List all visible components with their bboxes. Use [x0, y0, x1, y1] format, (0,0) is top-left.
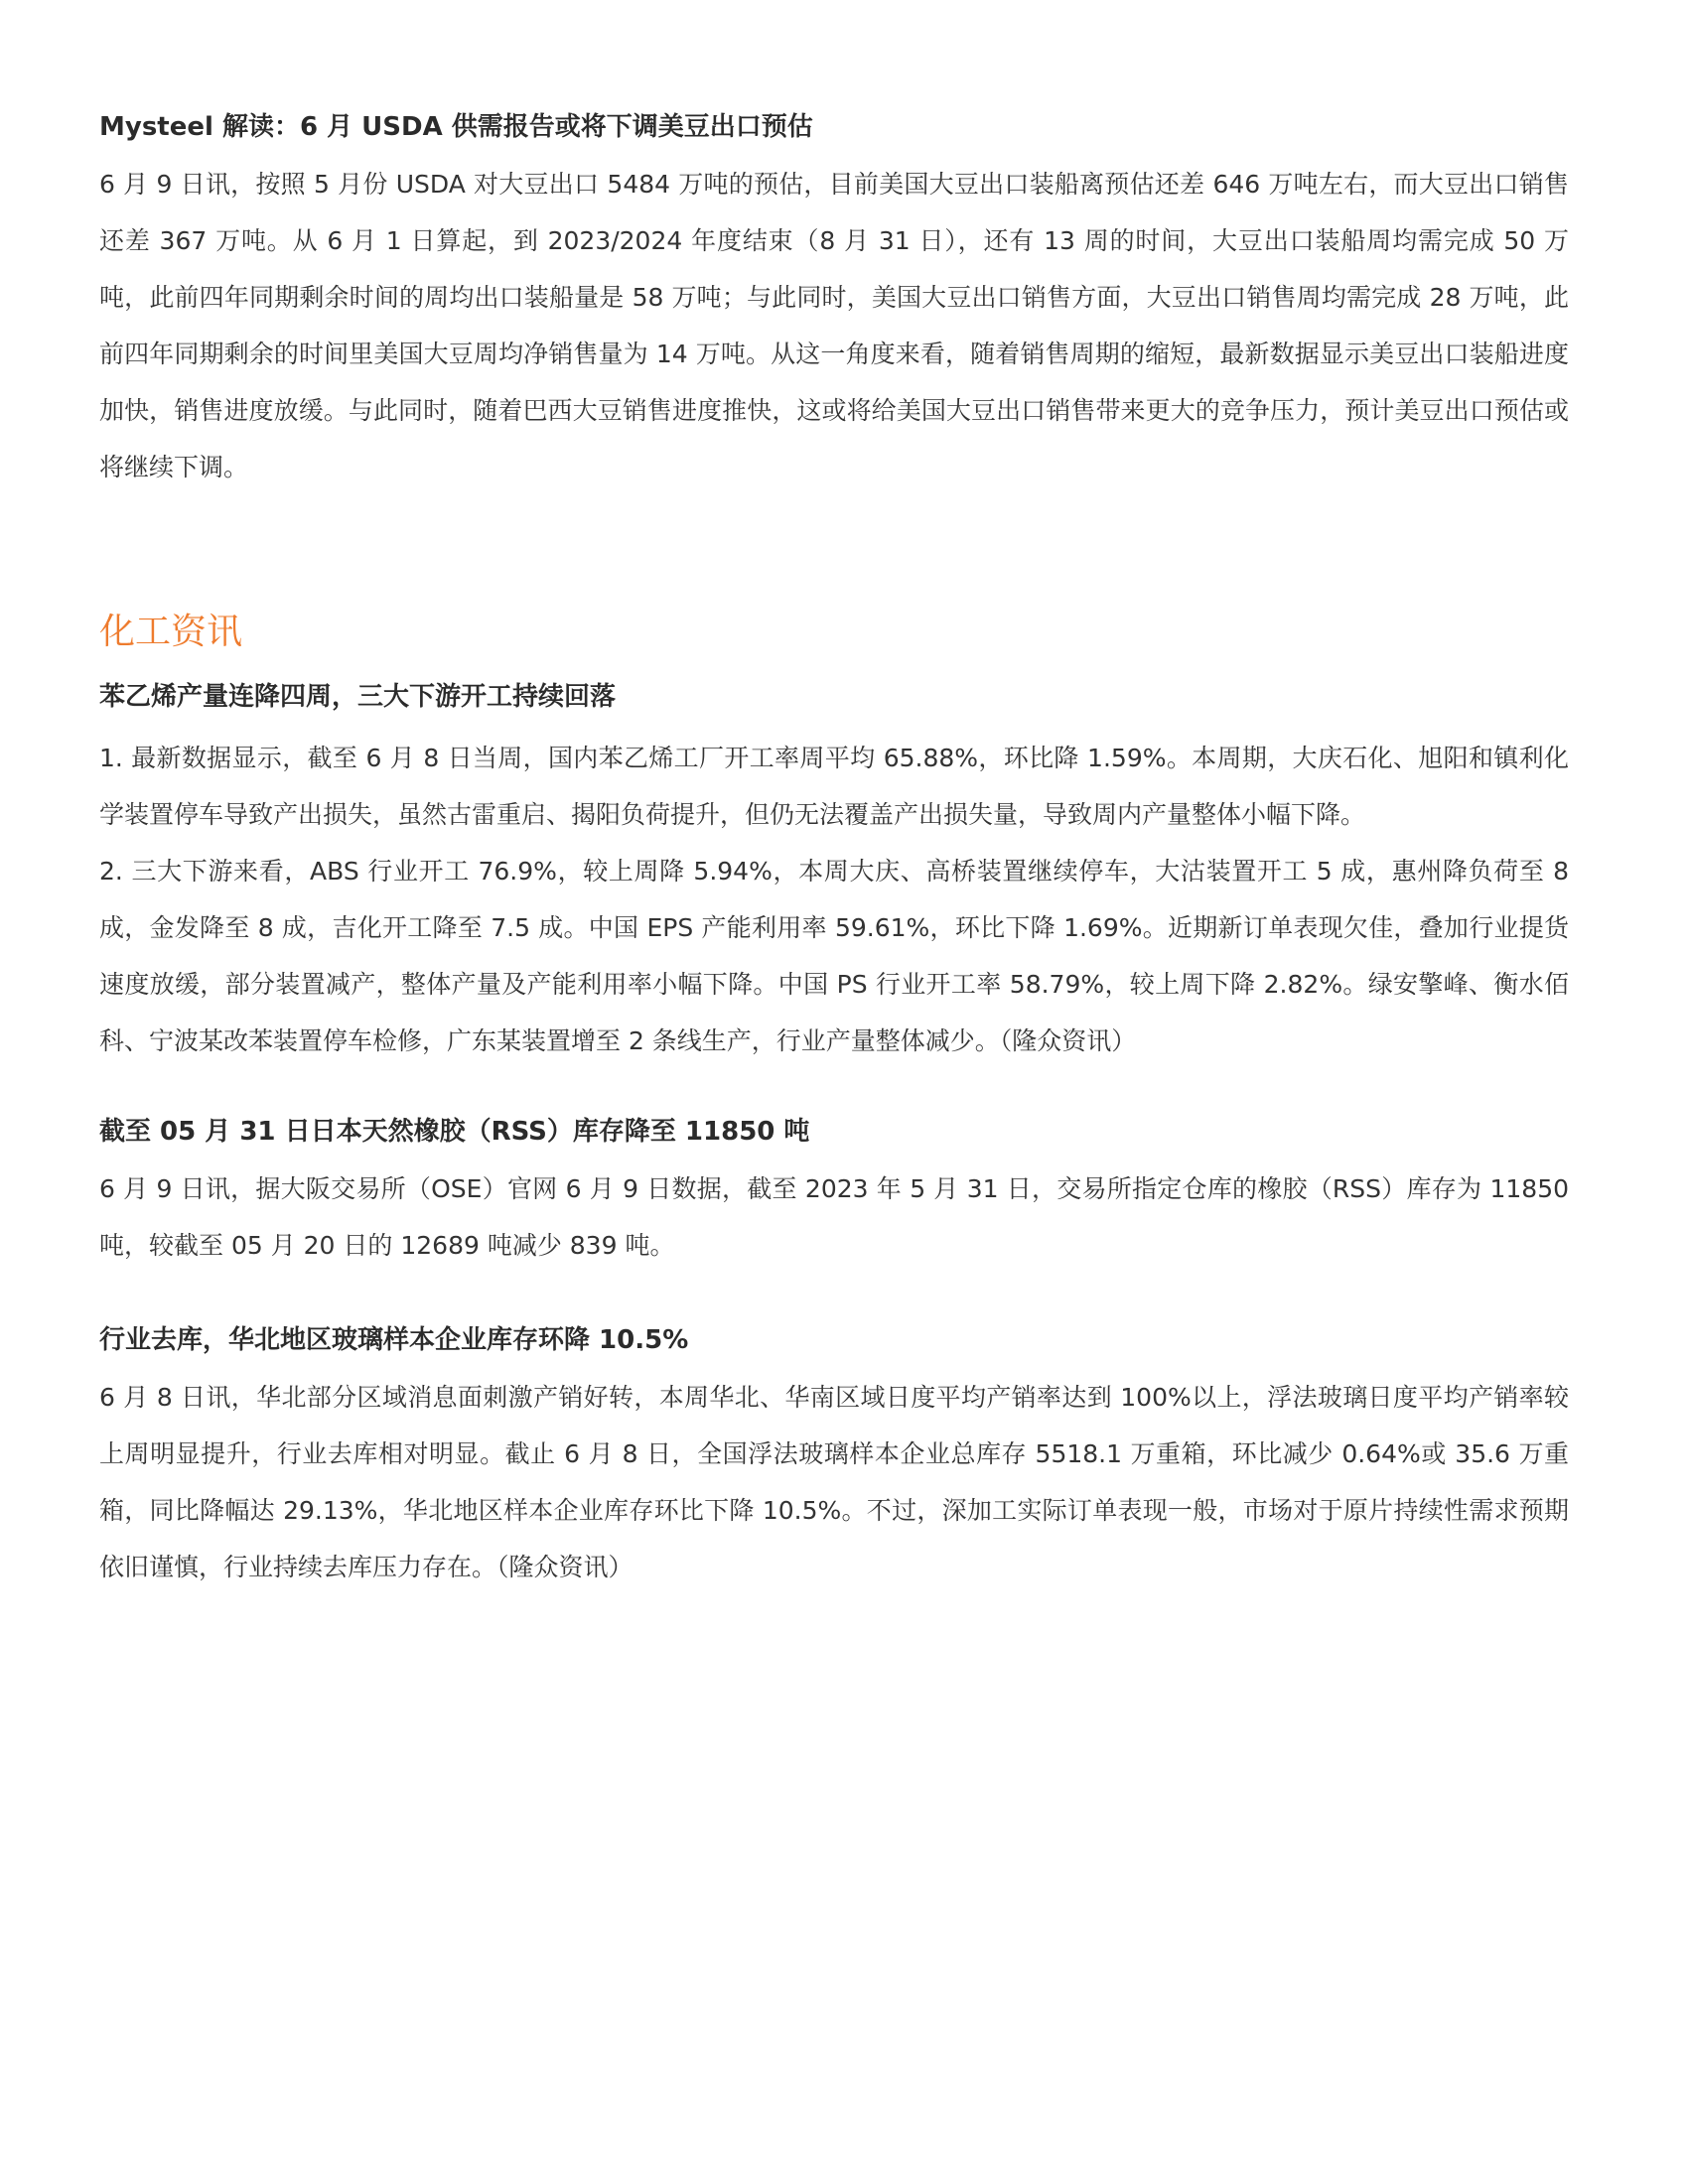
article-title: Mysteel 解读：6 月 USDA 供需报告或将下调美豆出口预估 — [99, 112, 813, 142]
article-paragraph: 6 月 9 日讯，据大阪交易所（OSE）官网 6 月 9 日数据，截至 2023 年 5 月 31 日，交易所指定仓库的橡胶（RSS）库存为 11850 吨，较截至 05 月 20 日的 12689 吨减少 839 吨。 — [99, 1174, 1569, 1260]
article-paragraph: 6 月 8 日讯，华北部分区域消息面刺激产销好转，本周华北、华南区域日度平均产销率达到 100%以上，浮法玻璃日度平均产销率较上周明显提升，行业去库相对明显。截止 6 月 8 日，全国浮法玻璃样本企业总库存 5518.1 万重箱，环比减少 0.64%或 35.6 万重箱，同比降幅达 29.13%，华北地区样本企业库存环比下降 10.5%。不过，深加工实际订单表现一般，市场对于原片持续性需求预期依旧谨慎，行业持续去库压力存在。（隆众资讯） — [99, 1383, 1569, 1581]
article-paragraph: 1. 最新数据显示，截至 6 月 8 日当周，国内苯乙烯工厂开工率周平均 65.88%，环比降 1.59%。本周期，大庆石化、旭阳和镇利化学装置停车导致产出损失，虽然古雷重启、揭阳负荷提升，但仍无法覆盖产出损失量，导致周内产量整体小幅下降。 — [99, 744, 1569, 829]
article-title: 苯乙烯产量连降四周，三大下游开工持续回落 — [99, 682, 617, 712]
document-page — [99, 104, 1569, 1595]
article-title: 行业去库，华北地区玻璃样本企业库存环降 10.5% — [99, 1325, 689, 1355]
article-paragraph: 6 月 9 日讯，按照 5 月份 USDA 对大豆出口 5484 万吨的预估，目前美国大豆出口装船离预估还差 646 万吨左右，而大豆出口销售还差 367 万吨。从 6 月 1 日算起，到 2023/2024 年度结束（8 月 31 日），还有 13 周的时间，大豆出口装船周均需完成 50 万吨，此前四年同期剩余时间的周均出口装船量是 58 万吨；与此同时，美国大豆出口销售方面，大豆出口销售周均需完成 28 万吨，此前四年同期剩余的时间里美国大豆周均净销售量为 14 万吨。从这一角度来看，随着销售周期的缩短，最新数据显示美豆出口装船进度加快，销售进度放缓。与此同时，随着巴西大豆销售进度推快，这或将给美国大豆出口销售带来更大的竞争压力，预计美豆出口预估或将继续下调。 — [99, 170, 1569, 481]
article-title: 截至 05 月 31 日日本天然橡胶（RSS）库存降至 11850 吨 — [99, 1117, 810, 1147]
article-styrene — [99, 674, 1569, 1069]
article-usda — [99, 104, 1569, 495]
section-title: 化工资讯 — [99, 612, 243, 652]
article-rubber — [99, 1109, 1569, 1274]
article-glass — [99, 1317, 1569, 1595]
article-paragraph: 2. 三大下游来看，ABS 行业开工 76.9%，较上周降 5.94%，本周大庆、高桥装置继续停车，大沽装置开工 5 成，惠州降负荷至 8 成，金发降至 8 成，吉化开工降至 7.5 成。中国 EPS 产能利用率 59.61%，环比下降 1.69%。近期新订单表现欠佳，叠加行业提货速度放缓，部分装置减产，整体产量及产能利用率小幅下降。中国 PS 行业开工率 58.79%，较上周下降 2.82%。绿安擎峰、衡水佰科、宁波某改苯装置停车检修，广东某装置增至 2 条线生产，行业产量整体减少。（隆众资讯） — [99, 857, 1569, 1055]
section-chemical-news — [99, 605, 1569, 660]
